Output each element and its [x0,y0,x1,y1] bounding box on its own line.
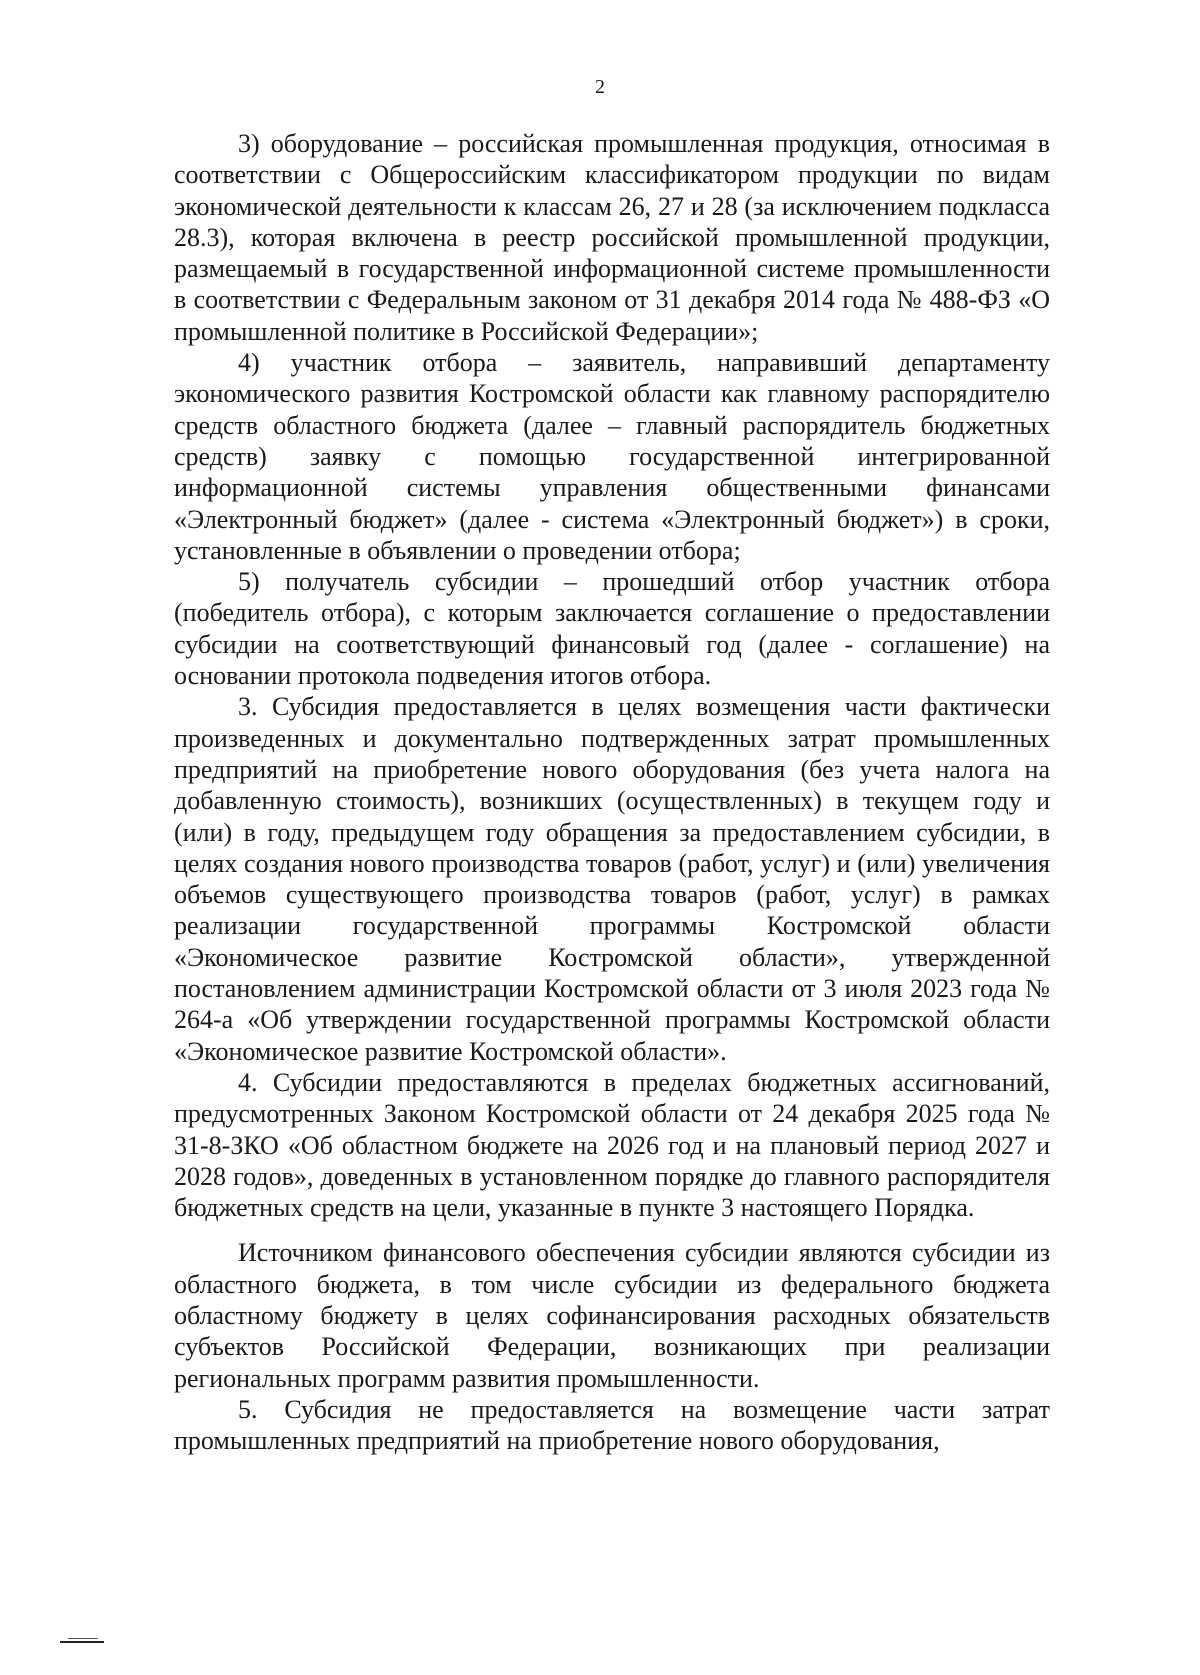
scan-margin-mark [60,1641,104,1643]
page-number: 2 [595,76,605,98]
paragraph-definition-participant: 4) участник отбора – заявитель, направивший департаменту экономического развития Костромской области как главному распорядителю средств областного бюджета (далее – главный распорядитель бюджетных средств) заявку с помощью государственной интегрированной информационной системы управления общественными финансами «Электронный бюджет» (далее - система «Электронный бюджет») в сроки, установленные в объявлении о проведении отбора; [174,348,1050,565]
paragraph-definition-recipient: 5) получатель субсидии – прошедший отбор участник отбора (победитель отбора), с которым заключается соглашение о предоставлении субсидии на соответствующий финансовый год (далее - соглашение) на основании протокола подведения итогов отбора. [174,567,1050,691]
paragraph-funding-source: Источником финансового обеспечения субсидии являются субсидии из областного бюджета, в том числе субсидии из федерального бюджета областному бюджету в целях софинансирования расходных обязательств субъектов Российской Федерации, возникающих при реализации региональных программ развития промышленности. [174,1238,1050,1393]
paragraph-clause-5: 5. Субсидия не предоставляется на возмещение части затрат промышленных предприятий на приобретение нового оборудования, [174,1394,1050,1456]
paragraph-clause-3: 3. Субсидия предоставляется в целях возмещения части фактически произведенных и документально подтвержденных затрат промышленных предприятий на приобретение нового оборудования (без учета налога на добавленную стоимость), возникших (осуществленных) в текущем году и (или) в году, предыдущем году обращения за предоставлением субсидии, в целях создания нового производства товаров (работ, услуг) и (или) увеличения объемов существующего производства товаров (работ, услуг) в рамках реализации государственной программы Костромской области «Экономическое развитие Костромской области», утвержденной постановлением администрации Костромской области от 3 июля 2023 года № 264-а «Об утверждении государственной программы Костромской области «Экономическое развитие Костромской области». [174,692,1050,1066]
paragraph-clause-4: 4. Субсидии предоставляются в пределах бюджетных ассигнований, предусмотренных Законом Костромской области от 24 декабря 2025 года № 31-8-ЗКО «Об областном бюджете на 2026 год и на плановый период 2027 и 2028 годов», доведенных в установленном порядке до главного распорядителя бюджетных средств на цели, указанные в пункте 3 настоящего Порядка. [174,1067,1050,1223]
document-body [174,128,1050,1456]
paragraph-definition-equipment: 3) оборудование – российская промышленная продукция, относимая в соответствии с Общероссийским классификатором продукции по видам экономической деятельности к классам 26, 27 и 28 (за исключением подкласса 28.3), которая включена в реестр российской промышленной продукции, размещаемый в государственной информационной системе промышленности в соответствии с Федеральным законом от 31 декабря 2014 года № 488-ФЗ «О промышленной политике в Российской Федерации»; [174,129,1050,346]
